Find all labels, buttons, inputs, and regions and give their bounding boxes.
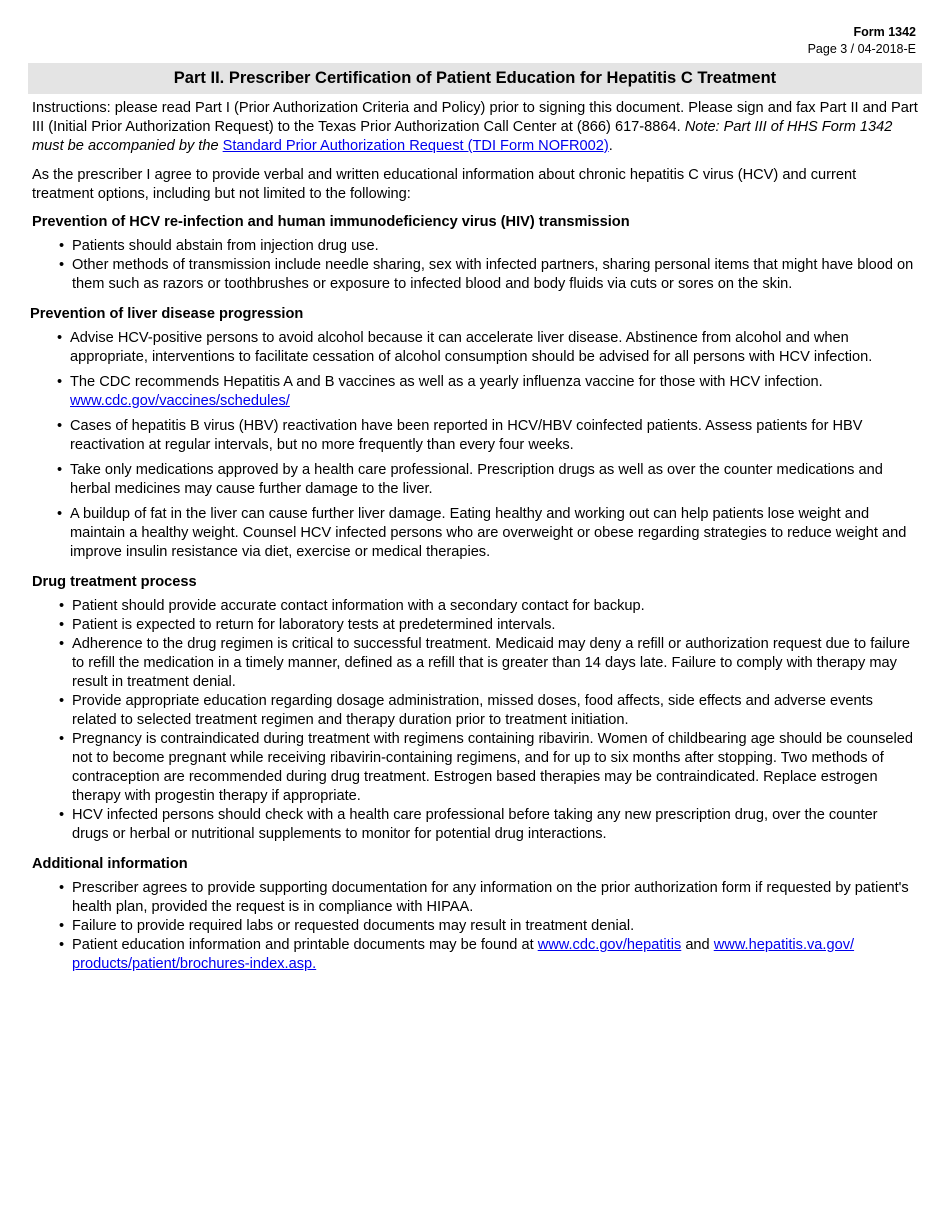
- page-info: Page 3 / 04-2018-E: [807, 42, 916, 56]
- list-item: [32, 692, 918, 730]
- list-item-text: Prescriber agrees to provide supporting documentation for any information on the prior authorization form if requested by patient's health plan, provided the request is in compliance with HIPAA.: [72, 880, 909, 915]
- section-heading-additional-info: Additional information: [32, 856, 188, 872]
- list-item: [32, 917, 918, 936]
- list-item: [32, 730, 918, 806]
- bullet: •: [59, 617, 65, 633]
- intro-paragraph: As the prescriber I agree to provide verbal and written educational information about chronic hepatitis C virus (HCV) and current treatment options, including but not limited to the following:: [32, 167, 857, 202]
- bullet: •: [59, 636, 65, 652]
- instructions-note: Note: Part III of HHS Form 1342 must be accompanied by the: [32, 119, 893, 154]
- nofr002-link[interactable]: Standard Prior Authorization Request (TDI Form NOFR002): [222, 138, 609, 154]
- list-liver-disease: [30, 329, 918, 562]
- bullet: •: [59, 880, 65, 896]
- list-item-text: Provide appropriate education regarding dosage administration, missed doses, food affects, side effects and adverse events related to selected treatment regimen and therapy duration prior to treatment initiation.: [72, 693, 873, 728]
- list-hcv-reinfection: [32, 237, 918, 294]
- list-item: [32, 879, 918, 917]
- section-heading-drug-treatment: Drug treatment process: [32, 574, 197, 590]
- list-item-text: Patient should provide accurate contact information with a secondary contact for backup.: [72, 598, 645, 614]
- bullet: •: [59, 257, 65, 273]
- cdc-hepatitis-link[interactable]: www.cdc.gov/hepatitis: [537, 937, 682, 953]
- page-title: Part II. Prescriber Certification of Patient Education for Hepatitis C Treatment: [173, 69, 777, 87]
- list-item: [32, 597, 918, 616]
- bullet: •: [59, 731, 65, 747]
- list-item: [30, 417, 918, 455]
- list-item-text: The CDC recommends Hepatitis A and B vaccines as well as a yearly influenza vaccine for those with HCV infection.: [70, 374, 823, 390]
- list-drug-treatment: [32, 597, 918, 844]
- va-brochures-link[interactable]: www.hepatitis.va.gov/ products/patient/brochures-index.asp.: [72, 937, 855, 972]
- list-item-text: Patient education information and printable documents may be found at: [72, 937, 538, 953]
- list-item: [32, 616, 918, 635]
- list-item-text: Take only medications approved by a health care professional. Prescription drugs as well as over the counter medications and herbal medicines may cause further damage to the liver.: [70, 462, 883, 497]
- bullet: •: [59, 937, 65, 953]
- list-item-text: Adherence to the drug regimen is critical to successful treatment. Medicaid may deny a refill or authorization request due to failure to refill the medication in a timely manner, defined as a refill that is greater than 14 days late. Failure to comply with therapy may result in treatment denial.: [72, 636, 910, 690]
- title-bar: [28, 63, 922, 94]
- instructions-text: Instructions: please read Part I (Prior Authorization Criteria and Policy) prior to signing this document. Please sign and fax Part II and Part III (Initial Prior Authorization Request) to the Texas Prior Authorization Call Center at (866) 617-8864.: [32, 100, 918, 135]
- list-item: [32, 936, 918, 974]
- list-item: [32, 806, 918, 844]
- section-heading-liver-disease: Prevention of liver disease progression: [30, 306, 304, 322]
- list-item-text: Pregnancy is contraindicated during treatment with regimens containing ribavirin. Women of childbearing age should be counseled not to become pregnant while receiving ribavirin-containing regimens, and for up to six months after stopping. Two methods of contraception are recommended during drug treatment. Estrogen based therapies may be contraindicated. Replace estrogen therapy with progestin therapy if appropriate.: [72, 731, 913, 804]
- form-number: Form 1342: [853, 25, 916, 39]
- page-header: [808, 24, 916, 58]
- bullet: •: [59, 807, 65, 823]
- list-item: [30, 461, 918, 499]
- list-item-text: Patients should abstain from injection drug use.: [72, 238, 379, 254]
- list-additional-info: [32, 879, 918, 974]
- bullet: •: [59, 598, 65, 614]
- section-heading-hcv-reinfection: Prevention of HCV re-infection and human immunodeficiency virus (HIV) transmission: [32, 214, 630, 230]
- bullet: •: [57, 418, 63, 434]
- bullet: •: [57, 330, 63, 346]
- document-body: [32, 99, 918, 984]
- and-text: and: [681, 937, 714, 953]
- list-item-text: Cases of hepatitis B virus (HBV) reactivation have been reported in HCV/HBV coinfected patients. Assess patients for HBV reactivation at regular intervals, but no more frequently than every four weeks.: [70, 418, 863, 453]
- bullet: •: [57, 462, 63, 478]
- list-item-text: Patient is expected to return for laboratory tests at predetermined intervals.: [72, 617, 556, 633]
- bullet: •: [59, 693, 65, 709]
- bullet: •: [57, 374, 63, 390]
- list-item: [30, 505, 918, 562]
- list-item-text: Other methods of transmission include needle sharing, sex with infected partners, sharing personal items that might have blood on them such as razors or toothbrushes or exposure to infected blood and body fluids via cuts or sores on the skin.: [72, 257, 914, 292]
- list-item: [32, 256, 918, 294]
- list-item-text: Advise HCV-positive persons to avoid alcohol because it can accelerate liver disease. Abstinence from alcohol and when appropriate, interventions to facilitate cessation of alcohol consumption should be advised for all persons with HCV infection.: [70, 330, 873, 365]
- list-item: [32, 635, 918, 692]
- bullet: •: [59, 238, 65, 254]
- list-item: [30, 329, 918, 367]
- instructions-paragraph: [32, 99, 918, 156]
- list-item: [30, 373, 918, 411]
- bullet: •: [59, 918, 65, 934]
- list-item-text: Failure to provide required labs or requested documents may result in treatment denial.: [72, 918, 635, 934]
- list-item-text: HCV infected persons should check with a health care professional before taking any new prescription drug, over the counter drugs or herbal or nutritional supplements to monitor for potential drug interactions.: [72, 807, 878, 842]
- instructions-end: .: [608, 138, 613, 154]
- list-item-text: A buildup of fat in the liver can cause further liver damage. Eating healthy and working out can help patients lose weight and maintain a healthy weight. Counsel HCV infected persons who are overweight or obese regarding strategies to reduce weight and improve insulin resistance via diet, exercise or medical therapies.: [70, 506, 907, 560]
- cdc-vaccines-link[interactable]: www.cdc.gov/vaccines/schedules/: [70, 393, 290, 409]
- list-item: [32, 237, 918, 256]
- bullet: •: [57, 506, 63, 522]
